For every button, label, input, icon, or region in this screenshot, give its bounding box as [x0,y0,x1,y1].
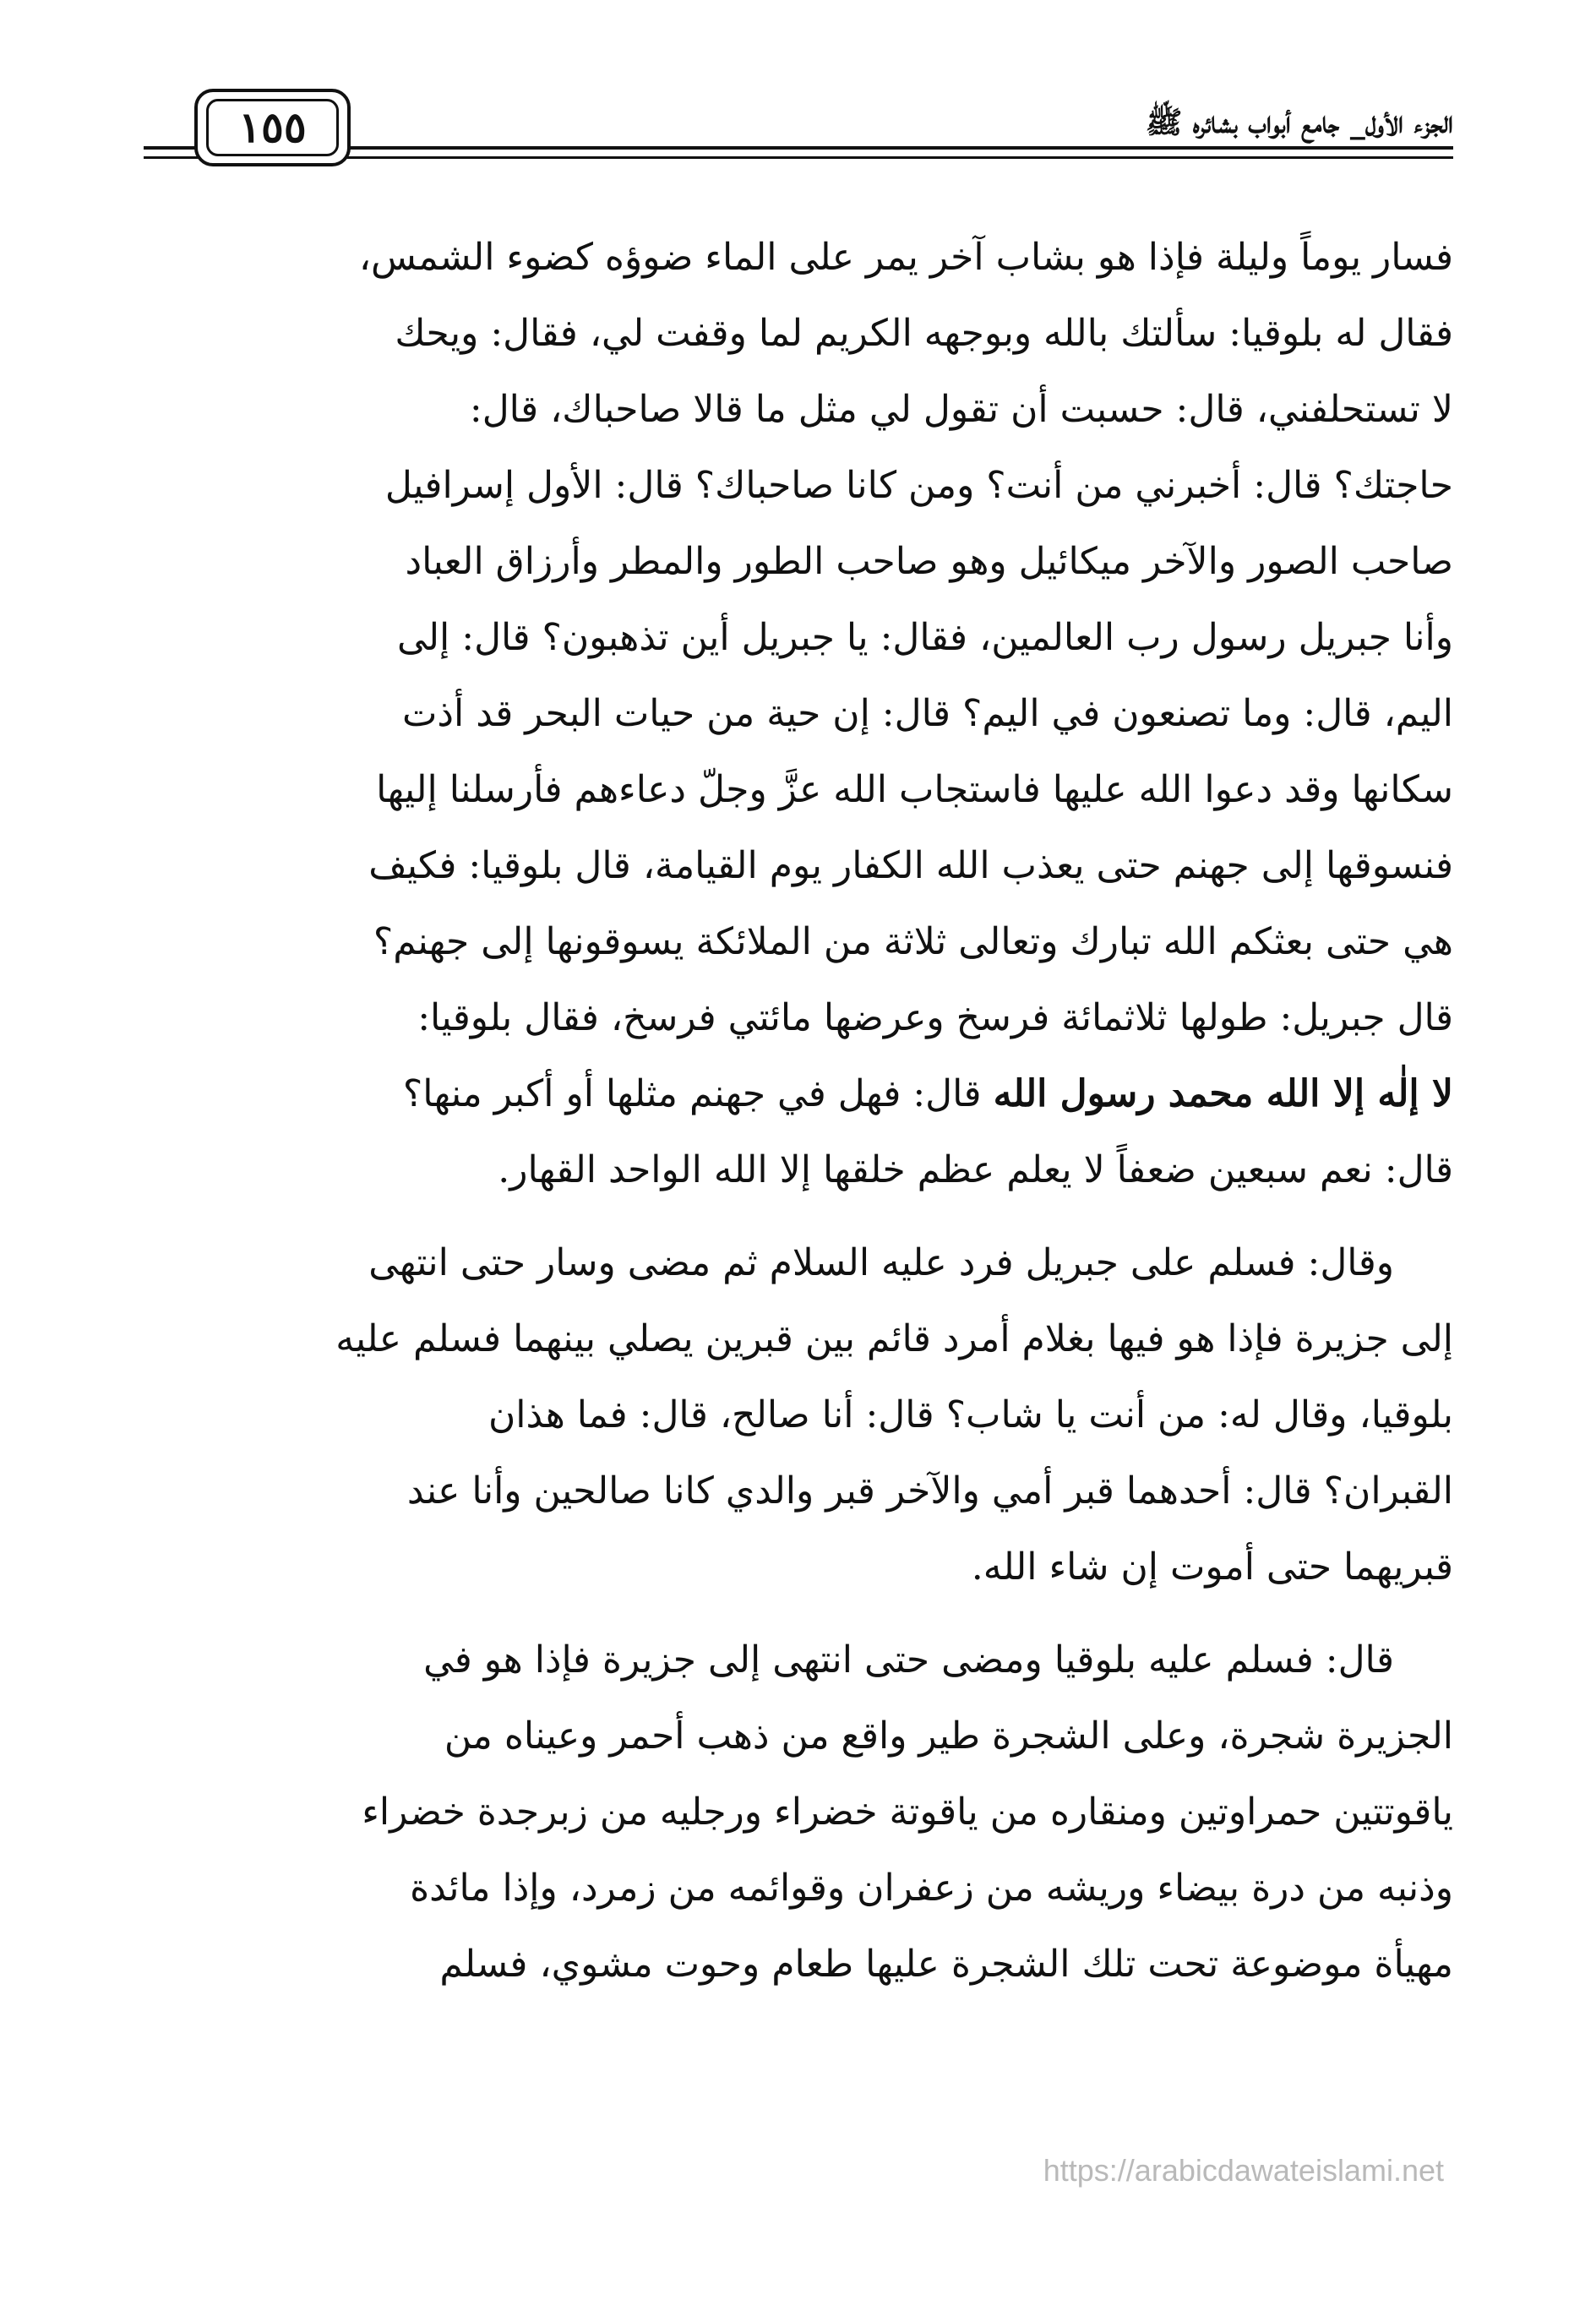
text-line: حاجتك؟ قال: أخبرني من أنت؟ ومن كانا صاحباك؟ قال: الأول إسرافيل [384,464,1453,507]
text-line: وقال: فسلم على جبريل فرد عليه السلام ثم مضى وسار حتى انتهى [368,1241,1394,1284]
body-text [148,220,1453,2003]
text-line: فسار يوماً وليلة فإذا هو بشاب آخر يمر على الماء ضوؤه كضوء الشمس، [358,236,1453,279]
text-line: اليم، قال: وما تصنعون في اليم؟ قال: إن حية من حيات البحر قد أذت [401,692,1453,735]
text-line: قال جبريل: طولها ثلاثمائة فرسخ وعرضها مائتي فرسخ، فقال بلوقيا: [417,996,1453,1039]
text-line: لا تستحلفني، قال: حسبت أن تقول لي مثل ما قالا صاحباك، قال: [469,388,1453,431]
source-watermark: https://arabicdawateislami.net [1043,2153,1444,2188]
text-line: قال: فسلم عليه بلوقيا ومضى حتى انتهى إلى جزيرة فإذا هو في [423,1638,1394,1682]
text-line: هي حتى بعثكم الله تبارك وتعالى ثلاثة من الملائكة يسوقونها إلى جهنم؟ [373,920,1453,963]
text-line: سكانها وقد دعوا الله عليها فاستجاب الله عزَّ وجلّ دعاءهم فأرسلنا إليها [376,768,1453,811]
text-line: وأنا جبريل رسول رب العالمين، فقال: يا جبريل أين تذهبون؟ قال: إلى [396,616,1453,659]
text-line: مهيأة موضوعة تحت تلك الشجرة عليها طعام وحوت مشوي، فسلم [439,1943,1453,1986]
page-number: ١٥٥ [238,102,307,152]
shahada-line-rest: قال: فهل في جهنم مثلها أو أكبر منها؟ [402,1072,994,1115]
text-line: إلى جزيرة فإذا هو فيها بغلام أمرد قائم بين قبرين يصلي بينهما فسلم عليه [335,1317,1453,1360]
text-line: ياقوتتين حمراوتين ومنقاره من ياقوتة خضراء ورجليه من زبرجدة خضراء [362,1791,1453,1834]
text-line: فنسوقها إلى جهنم حتى يعذب الله الكفار يوم القيامة، قال بلوقيا: فكيف [368,844,1453,887]
shahada-bold-text: لا إلٰه إلا الله محمد رسول الله [993,1072,1453,1115]
text-line: صاحب الصور والآخر ميكائيل وهو صاحب الطور والمطر وأرزاق العباد [405,540,1453,583]
running-head: الجزء الأول_ جامع أبواب بشائره ﷺ [1145,105,1453,140]
text-line: الجزيرة شجرة، وعلى الشجرة طير واقع من ذهب أحمر وعيناه من [444,1714,1453,1758]
paragraph-1 [148,220,1453,1208]
paragraph-2 [148,1225,1453,1605]
page-number-frame-inner [206,99,339,156]
text-line-shahada [148,1056,1453,1132]
text-line: بلوقيا، وقال له: من أنت يا شاب؟ قال: أنا صالح، قال: فما هذان [488,1393,1453,1436]
paragraph-3 [148,1622,1453,2003]
text-line: وذنبه من درة بيضاء وريشه من زعفران وقوائمه من زمرد، وإذا مائدة [410,1867,1453,1910]
text-line: فقال له بلوقيا: سألتك بالله وبوجهه الكريم لما وقفت لي، فقال: ويحك [395,312,1453,355]
text-line: قبريهما حتى أموت إن شاء الله. [971,1545,1453,1589]
text-line: القبران؟ قال: أحدهما قبر أمي والآخر قبر والدي كانا صالحين وأنا عند [406,1469,1453,1513]
page-number-frame [194,89,351,166]
page-header [144,80,1453,182]
text-line: قال: نعم سبعين ضعفاً لا يعلم عظم خلقها إلا الله الواحد القهار. [498,1148,1453,1191]
